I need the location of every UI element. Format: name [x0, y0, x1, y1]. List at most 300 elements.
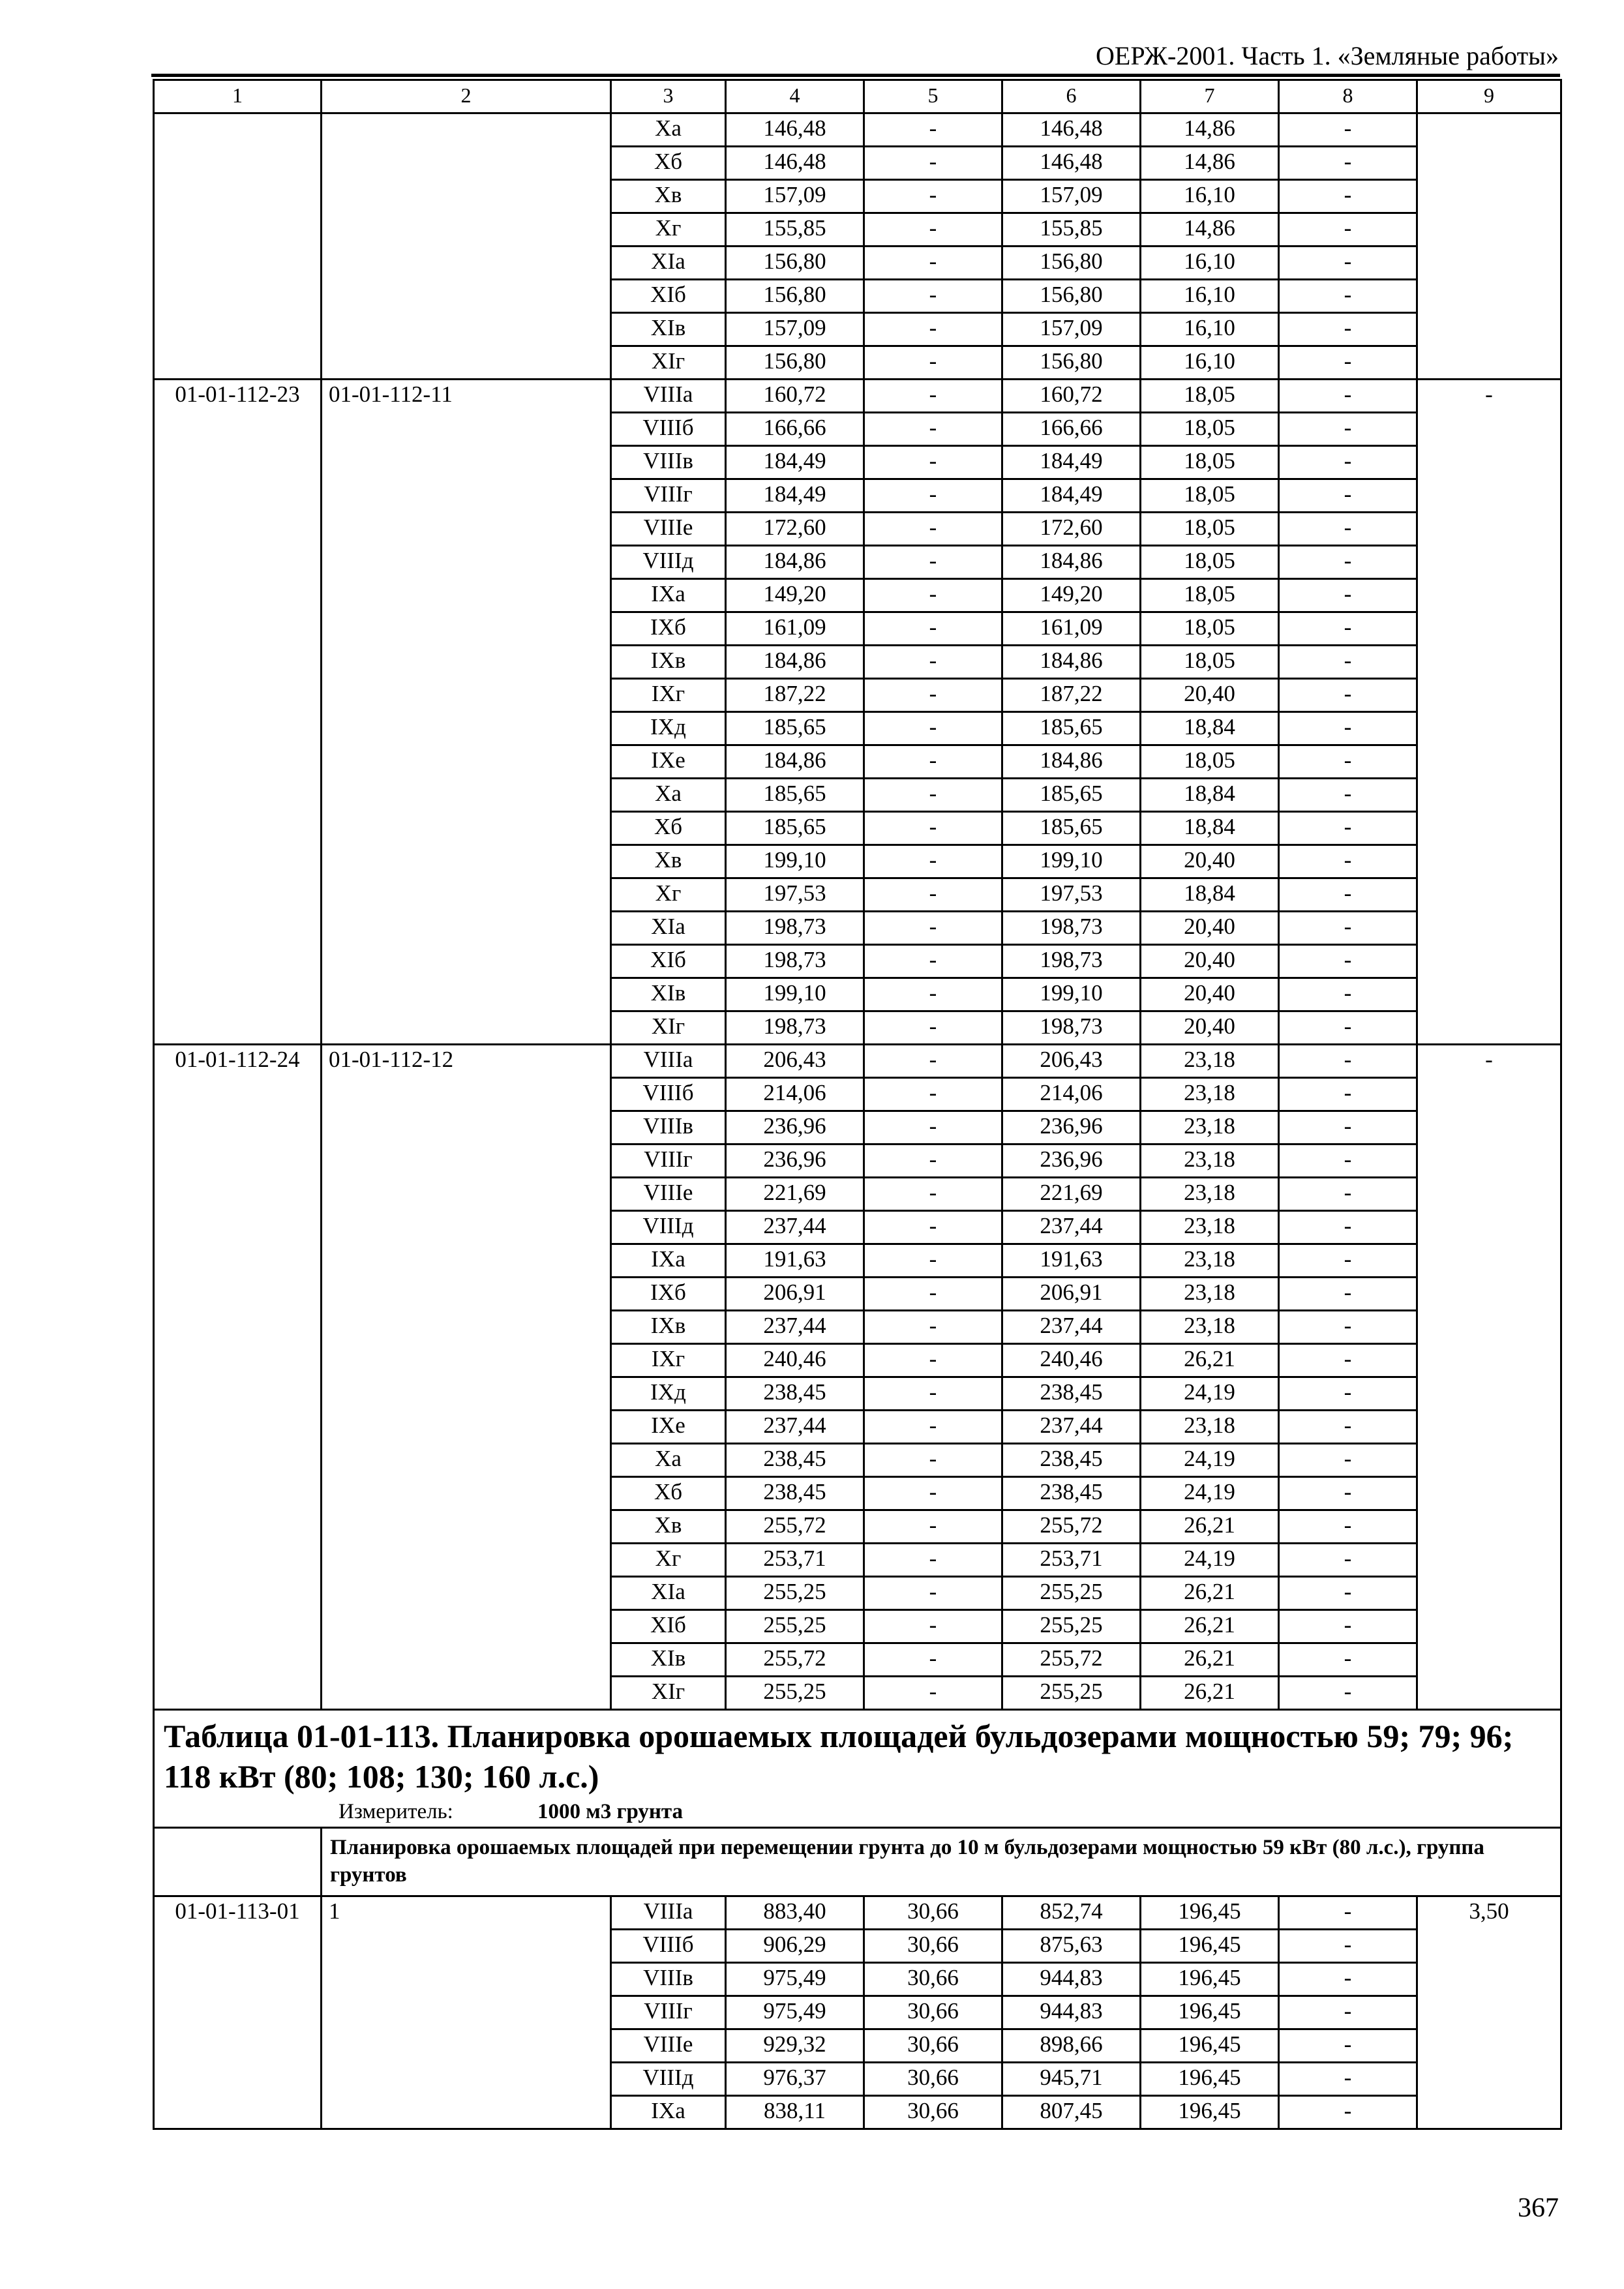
wages-cell: -	[864, 878, 1002, 912]
total-cost-cell: 255,25	[726, 1677, 864, 1710]
soil-group-cell: VIIIв	[611, 446, 726, 479]
materials-cost-cell: -	[1279, 1996, 1417, 2029]
machine-cost-cell: 198,73	[1002, 912, 1141, 945]
operator-wages-cell: 18,84	[1141, 812, 1279, 845]
machine-cost-cell: 156,80	[1002, 247, 1141, 280]
machine-cost-cell: 197,53	[1002, 878, 1141, 912]
operator-wages-cell: 18,84	[1141, 712, 1279, 745]
wages-cell: -	[864, 1444, 1002, 1477]
machine-cost-cell: 238,45	[1002, 1444, 1141, 1477]
reference-code-cell: 1	[322, 1896, 611, 2129]
rate-code-cell	[154, 113, 322, 380]
materials-cost-cell: -	[1279, 1896, 1417, 1930]
reference-code-cell: 01-01-112-12	[322, 1045, 611, 1710]
soil-group-cell: XIa	[611, 1577, 726, 1610]
column-number: 7	[1141, 80, 1279, 113]
total-cost-cell: 255,25	[726, 1610, 864, 1643]
operator-wages-cell: 24,19	[1141, 1377, 1279, 1411]
column-number: 9	[1417, 80, 1561, 113]
operator-wages-cell: 18,05	[1141, 380, 1279, 413]
soil-group-cell: XIв	[611, 313, 726, 346]
total-cost-cell: 187,22	[726, 679, 864, 712]
materials-cost-cell: -	[1279, 380, 1417, 413]
soil-group-cell: XIб	[611, 1610, 726, 1643]
table-row	[154, 113, 1561, 147]
soil-group-cell: VIIIб	[611, 413, 726, 446]
wages-cell: -	[864, 812, 1002, 845]
total-cost-cell: 157,09	[726, 180, 864, 213]
operator-wages-cell: 196,45	[1141, 1930, 1279, 1963]
materials-cost-cell: -	[1279, 745, 1417, 779]
soil-group-cell: VIIIд	[611, 546, 726, 579]
machine-cost-cell: 237,44	[1002, 1211, 1141, 1244]
wages-cell: -	[864, 546, 1002, 579]
section-subtitle-spacer	[154, 1828, 322, 1896]
table-title-cell	[154, 1710, 1561, 1828]
wages-cell: 30,66	[864, 2029, 1002, 2063]
materials-cost-cell: -	[1279, 2063, 1417, 2096]
total-cost-cell: 198,73	[726, 912, 864, 945]
machine-cost-cell: 236,96	[1002, 1144, 1141, 1178]
operator-wages-cell: 26,21	[1141, 1344, 1279, 1377]
soil-group-cell: VIIIa	[611, 1045, 726, 1078]
materials-cost-cell: -	[1279, 446, 1417, 479]
total-cost-cell: 172,60	[726, 513, 864, 546]
unit-label: Измеритель:	[338, 1800, 453, 1823]
machine-cost-cell: 255,25	[1002, 1577, 1141, 1610]
total-cost-cell: 214,06	[726, 1078, 864, 1111]
machine-cost-cell: 149,20	[1002, 579, 1141, 612]
soil-group-cell: VIIIe	[611, 1178, 726, 1211]
soil-group-cell: VIIIд	[611, 1211, 726, 1244]
total-cost-cell: 221,69	[726, 1178, 864, 1211]
rate-code-cell: 01-01-112-23	[154, 380, 322, 1045]
total-cost-cell: 238,45	[726, 1477, 864, 1510]
operator-wages-cell: 20,40	[1141, 978, 1279, 1011]
wages-cell: -	[864, 1411, 1002, 1444]
wages-cell: -	[864, 1078, 1002, 1111]
operator-wages-cell: 23,18	[1141, 1045, 1279, 1078]
machine-cost-cell: 253,71	[1002, 1544, 1141, 1577]
soil-group-cell: XIв	[611, 1643, 726, 1677]
soil-group-cell: IXв	[611, 1311, 726, 1344]
materials-cost-cell: -	[1279, 213, 1417, 247]
soil-group-cell: Xб	[611, 1477, 726, 1510]
machine-cost-cell: 945,71	[1002, 2063, 1141, 2096]
soil-group-cell: IXв	[611, 646, 726, 679]
materials-cost-cell: -	[1279, 1963, 1417, 1996]
column-number: 3	[611, 80, 726, 113]
soil-group-cell: VIIIг	[611, 1996, 726, 2029]
materials-cost-cell: -	[1279, 313, 1417, 346]
table-row	[154, 380, 1561, 413]
soil-group-cell: Xб	[611, 147, 726, 180]
machine-cost-cell: 255,72	[1002, 1643, 1141, 1677]
machine-cost-cell: 172,60	[1002, 513, 1141, 546]
soil-group-cell: Xв	[611, 845, 726, 878]
total-cost-cell: 185,65	[726, 779, 864, 812]
materials-cost-cell: -	[1279, 612, 1417, 646]
rates-table	[153, 79, 1562, 2130]
soil-group-cell: XIб	[611, 280, 726, 313]
machine-cost-cell: 255,25	[1002, 1677, 1141, 1710]
soil-group-cell: XIг	[611, 1011, 726, 1045]
soil-group-cell: IXд	[611, 1377, 726, 1411]
machine-cost-cell: 155,85	[1002, 213, 1141, 247]
machine-cost-cell: 157,09	[1002, 313, 1141, 346]
wages-cell: -	[864, 1577, 1002, 1610]
soil-group-cell: VIIIг	[611, 479, 726, 513]
materials-cost-cell: -	[1279, 1677, 1417, 1710]
wages-cell: -	[864, 679, 1002, 712]
soil-group-cell: IXд	[611, 712, 726, 745]
materials-cost-cell: -	[1279, 978, 1417, 1011]
page-number: 367	[1518, 2193, 1559, 2223]
wages-cell: -	[864, 845, 1002, 878]
wages-cell: 30,66	[864, 1996, 1002, 2029]
machine-cost-cell: 146,48	[1002, 113, 1141, 147]
table-title: Таблица 01-01-113. Планировка орошаемых площадей бульдозерами мощностью 59; 79; 96; 118 кВт (80; 108; 130; 160 л.с.)	[164, 1718, 1514, 1795]
reference-code-cell: 01-01-112-11	[322, 380, 611, 1045]
operator-wages-cell: 16,10	[1141, 280, 1279, 313]
column-number: 1	[154, 80, 322, 113]
materials-cost-cell: -	[1279, 945, 1417, 978]
soil-group-cell: VIIIв	[611, 1963, 726, 1996]
operator-wages-cell: 23,18	[1141, 1078, 1279, 1111]
soil-group-cell: IXa	[611, 2096, 726, 2129]
materials-cost-cell: -	[1279, 247, 1417, 280]
machine-cost-cell: 184,49	[1002, 446, 1141, 479]
wages-cell: -	[864, 1344, 1002, 1377]
wages-cell: -	[864, 1178, 1002, 1211]
operator-wages-cell: 18,05	[1141, 612, 1279, 646]
machine-cost-cell: 255,25	[1002, 1610, 1141, 1643]
machine-cost-cell: 191,63	[1002, 1244, 1141, 1278]
wages-cell: -	[864, 380, 1002, 413]
wages-cell: -	[864, 1544, 1002, 1577]
soil-group-cell: VIIIг	[611, 1144, 726, 1178]
unit-of-measure	[164, 1797, 1551, 1827]
total-cost-cell: 906,29	[726, 1930, 864, 1963]
materials-cost-cell: -	[1279, 1211, 1417, 1244]
total-cost-cell: 206,43	[726, 1045, 864, 1078]
soil-group-cell: IXг	[611, 679, 726, 712]
machine-cost-cell: 238,45	[1002, 1377, 1141, 1411]
soil-group-cell: VIIIб	[611, 1078, 726, 1111]
operator-wages-cell: 18,84	[1141, 878, 1279, 912]
total-cost-cell: 253,71	[726, 1544, 864, 1577]
materials-cost-cell: -	[1279, 1411, 1417, 1444]
machine-cost-cell: 875,63	[1002, 1930, 1141, 1963]
materials-cost-cell: -	[1279, 2029, 1417, 2063]
materials-cost-cell: -	[1279, 579, 1417, 612]
soil-group-cell: IXa	[611, 579, 726, 612]
operator-wages-cell: 26,21	[1141, 1510, 1279, 1544]
section-subtitle-row	[154, 1828, 1561, 1896]
operator-wages-cell: 16,10	[1141, 247, 1279, 280]
soil-group-cell: VIIIa	[611, 1896, 726, 1930]
total-cost-cell: 191,63	[726, 1244, 864, 1278]
wages-cell: -	[864, 945, 1002, 978]
machine-cost-cell: 199,10	[1002, 978, 1141, 1011]
materials-cost-cell: -	[1279, 479, 1417, 513]
operator-wages-cell: 18,84	[1141, 779, 1279, 812]
materials-cost-cell: -	[1279, 546, 1417, 579]
wages-cell: -	[864, 113, 1002, 147]
wages-cell: -	[864, 1211, 1002, 1244]
wages-cell: -	[864, 479, 1002, 513]
materials-cost-cell: -	[1279, 1544, 1417, 1577]
soil-group-cell: XIa	[611, 247, 726, 280]
wages-cell: -	[864, 247, 1002, 280]
total-cost-cell: 157,09	[726, 313, 864, 346]
wages-cell: -	[864, 745, 1002, 779]
wages-cell: -	[864, 180, 1002, 213]
materials-cost-cell: -	[1279, 513, 1417, 546]
rate-code-cell: 01-01-113-01	[154, 1896, 322, 2129]
total-cost-cell: 146,48	[726, 113, 864, 147]
materials-cost-cell: -	[1279, 1577, 1417, 1610]
total-cost-cell: 238,45	[726, 1444, 864, 1477]
operator-wages-cell: 20,40	[1141, 1011, 1279, 1045]
column-number: 2	[322, 80, 611, 113]
operator-wages-cell: 23,18	[1141, 1278, 1279, 1311]
column-number: 4	[726, 80, 864, 113]
materials-cost-cell: -	[1279, 1930, 1417, 1963]
wages-cell: -	[864, 912, 1002, 945]
total-cost-cell: 238,45	[726, 1377, 864, 1411]
operator-wages-cell: 14,86	[1141, 213, 1279, 247]
total-cost-cell: 185,65	[726, 712, 864, 745]
wages-cell: -	[864, 1477, 1002, 1510]
machine-cost-cell: 240,46	[1002, 1344, 1141, 1377]
machine-cost-cell: 255,72	[1002, 1510, 1141, 1544]
wages-cell: -	[864, 1011, 1002, 1045]
column-number-row	[154, 80, 1561, 113]
wages-cell: 30,66	[864, 1930, 1002, 1963]
machine-cost-cell: 199,10	[1002, 845, 1141, 878]
wages-cell: -	[864, 280, 1002, 313]
materials-cost-cell: -	[1279, 878, 1417, 912]
materials-cost-cell: -	[1279, 1244, 1417, 1278]
machine-cost-cell: 185,65	[1002, 779, 1141, 812]
operator-wages-cell: 18,05	[1141, 446, 1279, 479]
wages-cell: 30,66	[864, 1963, 1002, 1996]
materials-cost-cell: -	[1279, 845, 1417, 878]
machine-cost-cell: 160,72	[1002, 380, 1141, 413]
rates-table-body	[154, 80, 1561, 2129]
operator-wages-cell: 14,86	[1141, 147, 1279, 180]
wages-cell: 30,66	[864, 1896, 1002, 1930]
header-rule	[151, 74, 1560, 77]
table-row	[154, 1045, 1561, 1078]
total-cost-cell: 156,80	[726, 280, 864, 313]
operator-wages-cell: 23,18	[1141, 1411, 1279, 1444]
operator-wages-cell: 23,18	[1141, 1311, 1279, 1344]
wages-cell: -	[864, 213, 1002, 247]
column-number: 6	[1002, 80, 1141, 113]
operator-wages-cell: 18,05	[1141, 513, 1279, 546]
soil-group-cell: IXб	[611, 612, 726, 646]
total-cost-cell: 237,44	[726, 1411, 864, 1444]
soil-group-cell: VIIIд	[611, 2063, 726, 2096]
soil-group-cell: Xв	[611, 1510, 726, 1544]
soil-group-cell: Xa	[611, 113, 726, 147]
materials-cost-cell: -	[1279, 812, 1417, 845]
materials-cost-cell: -	[1279, 646, 1417, 679]
total-cost-cell: 161,09	[726, 612, 864, 646]
operator-wages-cell: 24,19	[1141, 1544, 1279, 1577]
machine-cost-cell: 156,80	[1002, 280, 1141, 313]
section-subtitle: Планировка орошаемых площадей при перемещении грунта до 10 м бульдозерами мощностью 59 кВт (80 л.с.), группа грунтов	[322, 1828, 1561, 1896]
soil-group-cell: XIa	[611, 912, 726, 945]
total-cost-cell: 975,49	[726, 1996, 864, 2029]
operator-wages-cell: 23,18	[1141, 1178, 1279, 1211]
wages-cell: -	[864, 1677, 1002, 1710]
materials-cost-cell: -	[1279, 1178, 1417, 1211]
wages-cell: -	[864, 313, 1002, 346]
soil-group-cell: XIв	[611, 978, 726, 1011]
machine-cost-cell: 807,45	[1002, 2096, 1141, 2129]
total-cost-cell: 237,44	[726, 1311, 864, 1344]
total-cost-cell: 166,66	[726, 413, 864, 446]
materials-cost-cell: -	[1279, 1444, 1417, 1477]
materials-cost-cell: -	[1279, 1377, 1417, 1411]
total-cost-cell: 255,25	[726, 1577, 864, 1610]
machine-cost-cell: 898,66	[1002, 2029, 1141, 2063]
machine-cost-cell: 156,80	[1002, 346, 1141, 380]
wages-cell: -	[864, 1643, 1002, 1677]
operator-wages-cell: 196,45	[1141, 1896, 1279, 1930]
operator-wages-cell: 24,19	[1141, 1444, 1279, 1477]
wages-cell: -	[864, 1510, 1002, 1544]
materials-cost-cell: -	[1279, 280, 1417, 313]
operator-wages-cell: 18,05	[1141, 546, 1279, 579]
operator-wages-cell: 18,05	[1141, 745, 1279, 779]
soil-group-cell: VIIIa	[611, 380, 726, 413]
materials-cost-cell: -	[1279, 2096, 1417, 2129]
table-row	[154, 1896, 1561, 1930]
operator-wages-cell: 196,45	[1141, 2063, 1279, 2096]
total-cost-cell: 236,96	[726, 1111, 864, 1144]
operator-wages-cell: 18,05	[1141, 479, 1279, 513]
machine-cost-cell: 185,65	[1002, 812, 1141, 845]
soil-group-cell: XIг	[611, 1677, 726, 1710]
wages-cell: -	[864, 1377, 1002, 1411]
soil-group-cell: IXa	[611, 1244, 726, 1278]
total-cost-cell: 255,72	[726, 1510, 864, 1544]
materials-cost-cell: -	[1279, 1078, 1417, 1111]
machine-cost-cell: 184,86	[1002, 546, 1141, 579]
soil-group-cell: Xг	[611, 878, 726, 912]
wages-cell: -	[864, 446, 1002, 479]
total-cost-cell: 146,48	[726, 147, 864, 180]
materials-cost-cell: -	[1279, 1610, 1417, 1643]
machine-cost-cell: 166,66	[1002, 413, 1141, 446]
wages-cell: -	[864, 147, 1002, 180]
soil-group-cell: IXe	[611, 745, 726, 779]
operator-wages-cell: 23,18	[1141, 1111, 1279, 1144]
machine-cost-cell: 157,09	[1002, 180, 1141, 213]
operator-wages-cell: 23,18	[1141, 1144, 1279, 1178]
operator-wages-cell: 14,86	[1141, 113, 1279, 147]
machine-cost-cell: 221,69	[1002, 1178, 1141, 1211]
materials-cost-cell: -	[1279, 346, 1417, 380]
total-cost-cell: 184,49	[726, 479, 864, 513]
operator-wages-cell: 20,40	[1141, 912, 1279, 945]
operator-wages-cell: 18,05	[1141, 646, 1279, 679]
total-cost-cell: 838,11	[726, 2096, 864, 2129]
materials-cost-cell: -	[1279, 1643, 1417, 1677]
machine-cost-cell: 184,86	[1002, 745, 1141, 779]
total-cost-cell: 149,20	[726, 579, 864, 612]
column-number: 5	[864, 80, 1002, 113]
total-cost-cell: 976,37	[726, 2063, 864, 2096]
wages-cell: -	[864, 1144, 1002, 1178]
operator-wages-cell: 20,40	[1141, 945, 1279, 978]
wages-cell: -	[864, 1111, 1002, 1144]
materials-cost-cell: -	[1279, 1045, 1417, 1078]
machine-cost-cell: 852,74	[1002, 1896, 1141, 1930]
soil-group-cell: Xa	[611, 1444, 726, 1477]
total-cost-cell: 929,32	[726, 2029, 864, 2063]
soil-group-cell: IXб	[611, 1278, 726, 1311]
materials-cost-cell: -	[1279, 712, 1417, 745]
machine-cost-cell: 146,48	[1002, 147, 1141, 180]
column9-cell	[1417, 113, 1561, 380]
total-cost-cell: 197,53	[726, 878, 864, 912]
total-cost-cell: 237,44	[726, 1211, 864, 1244]
materials-cost-cell: -	[1279, 779, 1417, 812]
materials-cost-cell: -	[1279, 113, 1417, 147]
table-title-row	[154, 1710, 1561, 1828]
total-cost-cell: 160,72	[726, 380, 864, 413]
operator-wages-cell: 26,21	[1141, 1643, 1279, 1677]
total-cost-cell: 240,46	[726, 1344, 864, 1377]
operator-wages-cell: 16,10	[1141, 313, 1279, 346]
materials-cost-cell: -	[1279, 1144, 1417, 1178]
materials-cost-cell: -	[1279, 1344, 1417, 1377]
materials-cost-cell: -	[1279, 1278, 1417, 1311]
total-cost-cell: 255,72	[726, 1643, 864, 1677]
wages-cell: -	[864, 1045, 1002, 1078]
operator-wages-cell: 16,10	[1141, 180, 1279, 213]
soil-group-cell: IXг	[611, 1344, 726, 1377]
operator-wages-cell: 26,21	[1141, 1677, 1279, 1710]
total-cost-cell: 199,10	[726, 845, 864, 878]
wages-cell: -	[864, 612, 1002, 646]
rate-code-cell: 01-01-112-24	[154, 1045, 322, 1710]
wages-cell: -	[864, 1311, 1002, 1344]
machine-cost-cell: 187,22	[1002, 679, 1141, 712]
wages-cell: -	[864, 978, 1002, 1011]
wages-cell: 30,66	[864, 2063, 1002, 2096]
operator-wages-cell: 26,21	[1141, 1610, 1279, 1643]
operator-wages-cell: 16,10	[1141, 346, 1279, 380]
machine-cost-cell: 238,45	[1002, 1477, 1141, 1510]
soil-group-cell: Xг	[611, 1544, 726, 1577]
machine-cost-cell: 237,44	[1002, 1411, 1141, 1444]
total-cost-cell: 198,73	[726, 1011, 864, 1045]
wages-cell: 30,66	[864, 2096, 1002, 2129]
operator-wages-cell: 196,45	[1141, 2096, 1279, 2129]
wages-cell: -	[864, 1244, 1002, 1278]
column9-cell: -	[1417, 1045, 1561, 1710]
operator-wages-cell: 196,45	[1141, 1996, 1279, 2029]
wages-cell: -	[864, 712, 1002, 745]
total-cost-cell: 975,49	[726, 1963, 864, 1996]
machine-cost-cell: 185,65	[1002, 712, 1141, 745]
